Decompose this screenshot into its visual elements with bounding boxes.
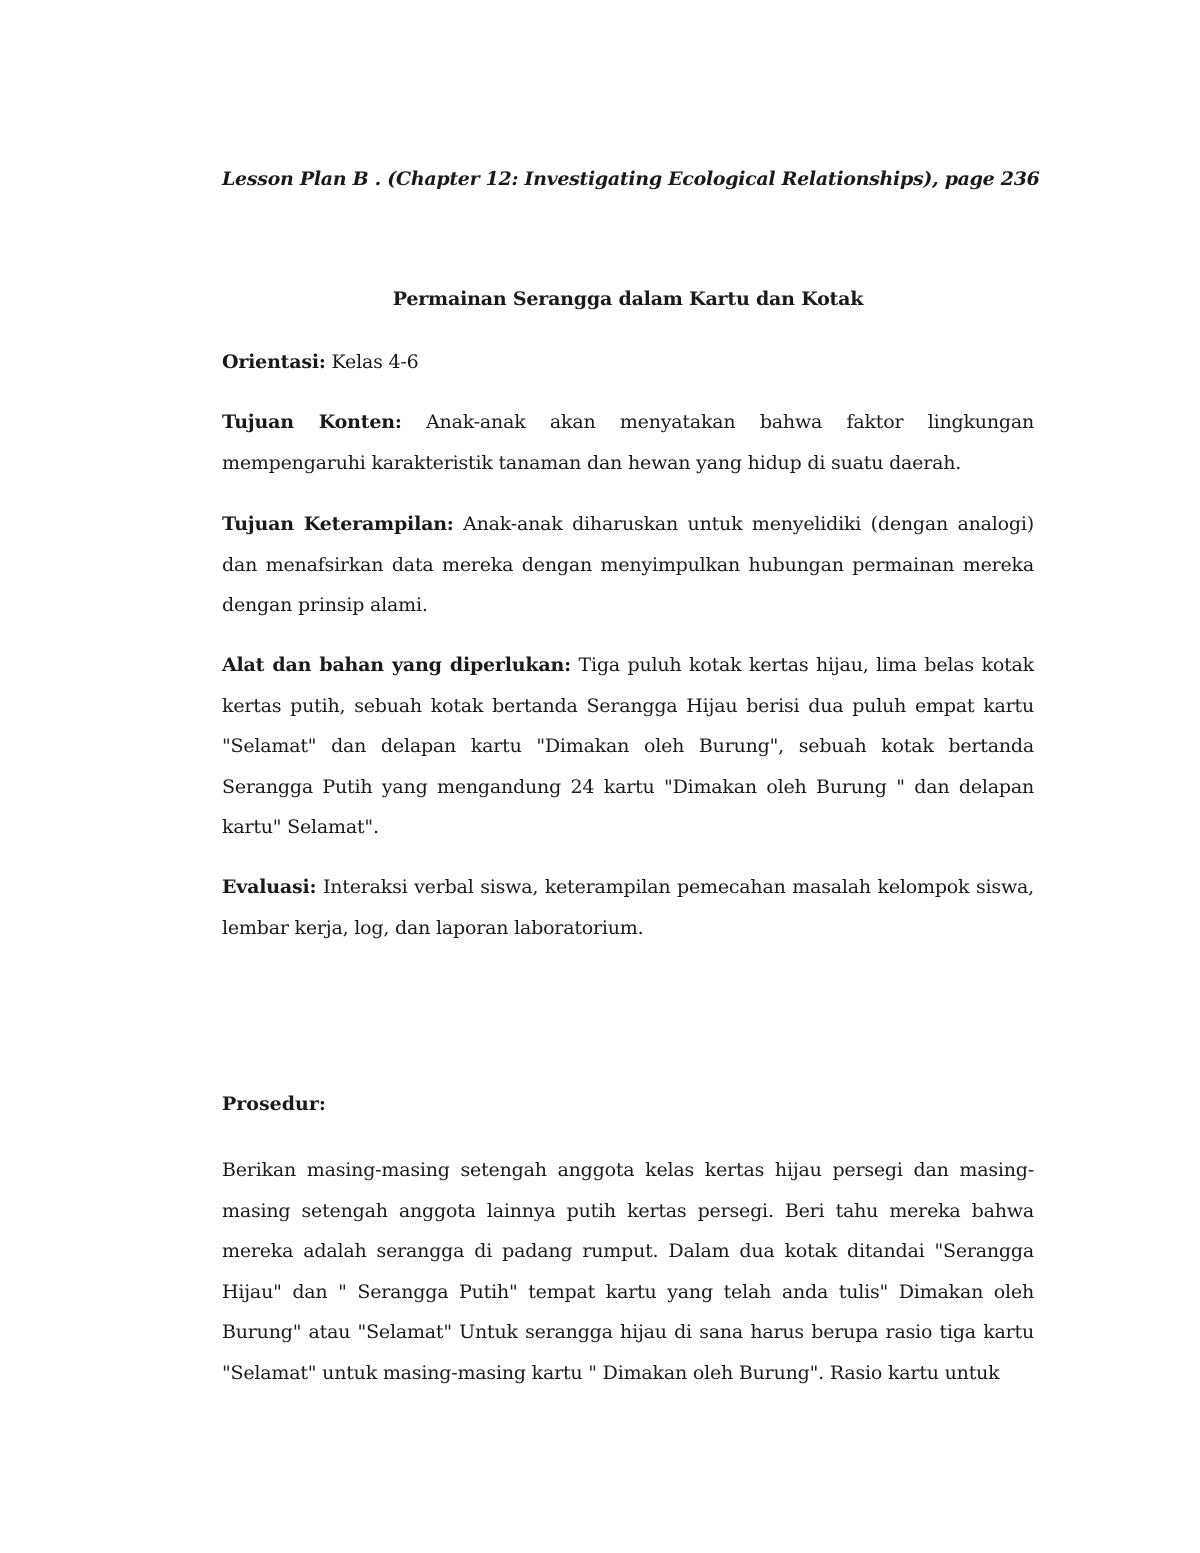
alat-bahan-paragraph: [222, 645, 1034, 848]
orientasi-label: Orientasi:: [222, 351, 326, 373]
orientasi-text: Kelas 4-6: [325, 351, 419, 373]
prosedur-paragraph: Berikan masing-masing setengah anggota kelas kertas hijau persegi dan masing-masing setengah anggota lainnya putih kertas persegi. Beri tahu mereka bahwa mereka adalah serangga di padang rumput. Dalam dua kotak ditandai "Serangga Hijau" dan " Serangga Putih" tempat kartu yang telah anda tulis" Dimakan oleh Burung" atau "Selamat" Untuk serangga hijau di sana harus berupa rasio tiga kartu "Selamat" untuk masing-masing kartu " Dimakan oleh Burung". Rasio kartu untuk: [222, 1159, 1034, 1384]
chapter-label: Chapter 12: [396, 168, 512, 190]
lesson-plan-label: Lesson Plan B: [222, 168, 369, 190]
heading-close: ),: [923, 168, 945, 190]
page-reference: page 236: [944, 168, 1040, 190]
tujuan-konten-text: Anak-anak akan menyatakan bahwa faktor lingkungan mempengaruhi karakteristik tanaman dan hewan yang hidup di suatu daerah.: [222, 411, 1034, 474]
tujuan-konten-paragraph: [222, 402, 1034, 483]
evaluasi-label: Evaluasi:: [222, 876, 317, 898]
tujuan-keterampilan-paragraph: [222, 504, 1034, 626]
orientasi-paragraph: [222, 342, 1034, 383]
evaluasi-paragraph: [222, 867, 1034, 948]
heading-separator: . (: [368, 168, 396, 190]
chapter-title: Investigating Ecological Relationships: [524, 168, 924, 190]
tujuan-keterampilan-label: Tujuan Keterampilan:: [222, 513, 454, 535]
alat-bahan-text: Tiga puluh kotak kertas hijau, lima belas kotak kertas putih, sebuah kotak bertanda Serangga Hijau berisi dua puluh empat kartu "Selamat" dan delapan kartu "Dimakan oleh Burung", sebuah kotak bertanda Serangga Putih yang mengandung 24 kartu "Dimakan oleh Burung " dan delapan kartu" Selamat".: [222, 654, 1034, 838]
evaluasi-text: Interaksi verbal siswa, keterampilan pemecahan masalah kelompok siswa, lembar kerja, log, dan laporan laboratorium.: [222, 876, 1034, 939]
prosedur-heading: Prosedur:: [222, 1093, 326, 1115]
tujuan-konten-label: Tujuan Konten:: [222, 411, 402, 433]
heading-colon: :: [511, 168, 525, 190]
lesson-plan-heading: [222, 168, 1042, 190]
tujuan-keterampilan-text: Anak-anak diharuskan untuk menyelidiki (dengan analogi) dan menafsirkan data mereka dengan menyimpulkan hubungan permainan mereka dengan prinsip alami.: [222, 513, 1034, 616]
document-title: Permainan Serangga dalam Kartu dan Kotak: [392, 288, 864, 310]
alat-bahan-label: Alat dan bahan yang diperlukan:: [222, 654, 571, 676]
